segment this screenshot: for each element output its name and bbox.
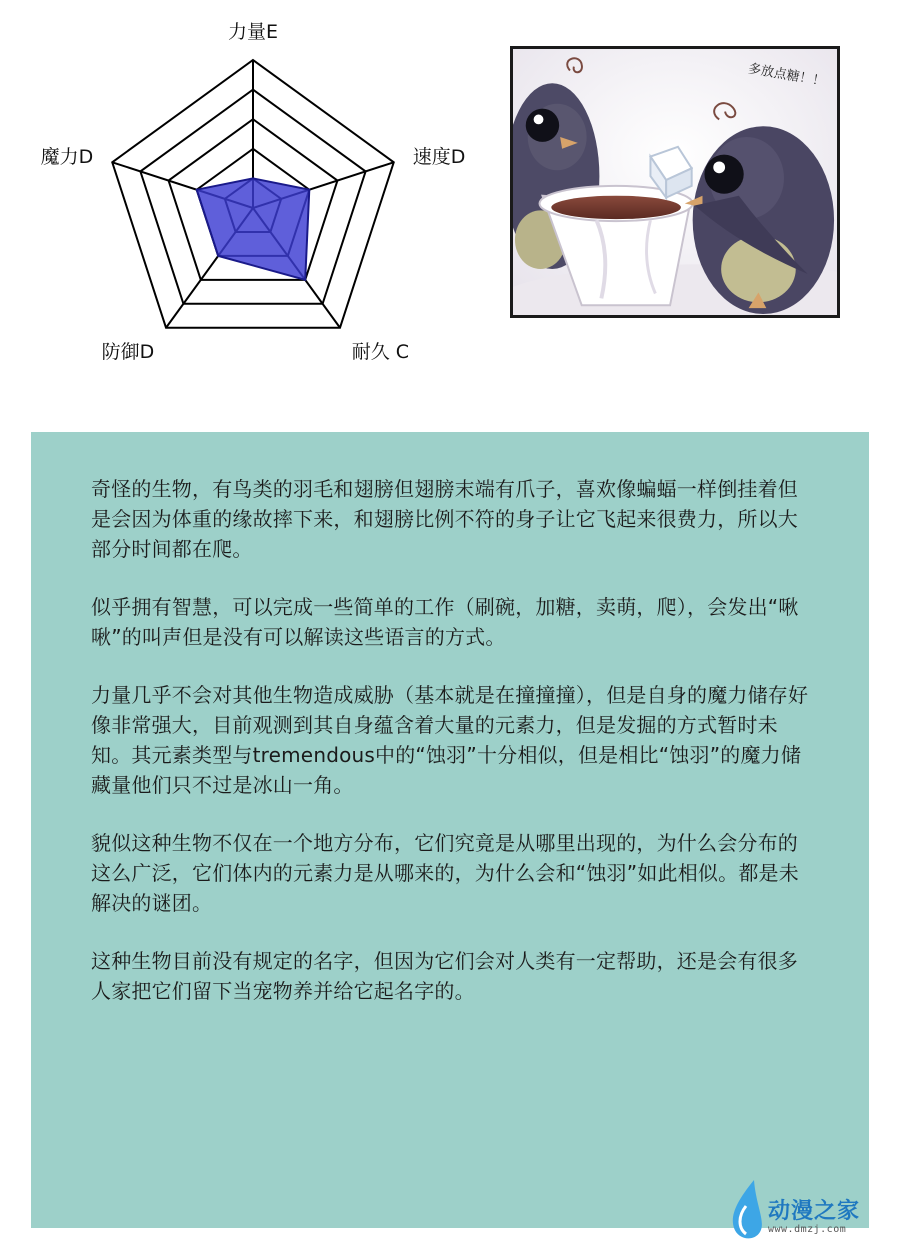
watermark-name: 动漫之家 [768, 1199, 861, 1224]
description-paragraph: 这种生物目前没有规定的名字，但因为它们会对人类有一定帮助，还是会有很多人家把它们留下当宠物养并给它起名字的。 [91, 949, 798, 1003]
radar-axis-label: 耐久 C [351, 340, 410, 363]
droplet-logo-icon [726, 1176, 768, 1246]
radar-axis-label: 力量E [227, 21, 279, 43]
description-paragraph: 貌似这种生物不仅在一个地方分布，它们究竟是从哪里出现的，为什么会分布的这么广泛，它们体内的元素力是从哪来的，为什么会和“蚀羽”如此相似。都是未解决的谜团。 [91, 831, 799, 915]
description-paragraph: 似乎拥有智慧，可以完成一些简单的工作（刷碗，加糖，卖萌，爬），会发出“啾啾”的叫声但是没有可以解读这些语言的方式。 [91, 595, 799, 649]
description-box [31, 432, 869, 1228]
radar-axis-label: 防御D [101, 340, 155, 363]
comic-speech-text: 多放点糖！！ [746, 61, 827, 90]
description-paragraph: 奇怪的生物，有鸟类的羽毛和翅膀但翅膀末端有爪子，喜欢像蝙蝠一样倒挂着但是会因为体重的缘故摔下来，和翅膀比例不符的身子让它飞起来很费力，所以大部分时间都在爬。 [91, 477, 798, 561]
radar-axis-label: 魔力D [40, 146, 94, 169]
comic-panel [510, 46, 840, 318]
site-watermark [726, 1176, 876, 1246]
description-paragraph: 力量几乎不会对其他生物造成威胁（基本就是在撞撞撞），但是自身的魔力储存好像非常强大，目前观测到其自身蕴含着大量的元素力，但是发掘的方式暂时未知。其元素类型与tremendous中的“蚀羽”十分相似，但是相比“蚀羽”的魔力储藏量他们只不过是冰山一角。 [91, 683, 809, 797]
radar-axis-label: 速度D [412, 146, 466, 169]
stats-radar-chart [0, 0, 490, 410]
radar-value-area [197, 178, 310, 279]
comic-illustration [513, 49, 837, 315]
watermark-url: www.dmzj.com [768, 1224, 847, 1235]
